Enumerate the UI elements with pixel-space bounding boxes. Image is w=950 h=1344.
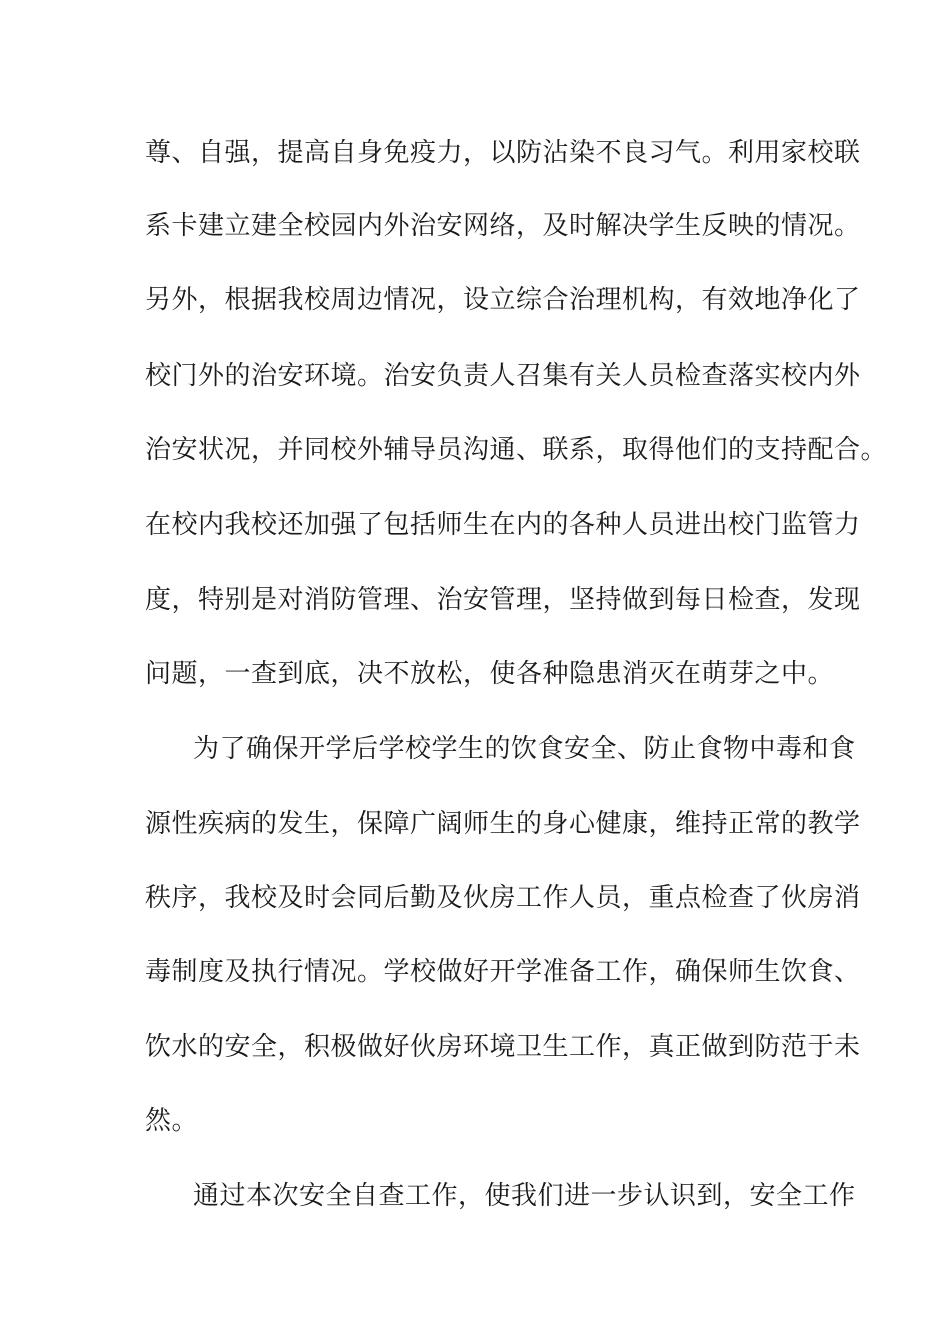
text-line: 问题，一查到底，决不放松，使各种隐患消灭在萌芽之中。: [145, 659, 835, 689]
text-line: 饮水的安全，积极做好伙房环境卫生工作，真正做到防范于未: [145, 1032, 861, 1062]
text-line: 治安状况，并同校外辅导员沟通、联系，取得他们的支持配合。: [145, 435, 888, 465]
text-line: 然。: [145, 1106, 199, 1136]
text-line: 毒制度及执行情况。学校做好开学准备工作，确保师生饮食、: [145, 957, 861, 987]
text-line: 秩序，我校及时会同后勤及伙房工作人员，重点检查了伙房消: [145, 883, 861, 913]
text-line: 源性疾病的发生，保障广阔师生的身心健康，维持正常的教学: [145, 809, 861, 839]
text-line: 在校内我校还加强了包括师生在内的各种人员进出校门监管力: [145, 510, 861, 540]
text-line: 系卡建立建全校园内外治安网络，及时解决学生反映的情况。: [145, 211, 861, 241]
paragraph-first-line: 通过本次安全自查工作，使我们进一步认识到，安全工作: [193, 1181, 856, 1211]
text-line: 度，特别是对消防管理、治安管理，坚持做到每日检查，发现: [145, 585, 861, 615]
paragraph-first-line: 为了确保开学后学校学生的饮食安全、防止食物中毒和食: [193, 734, 856, 764]
text-line: 尊、自强，提高自身免疫力，以防沾染不良习气。利用家校联: [145, 138, 861, 168]
text-line: 另外，根据我校周边情况，设立综合治理机构，有效地净化了: [145, 285, 861, 315]
text-line: 校门外的治安环境。治安负责人召集有关人员检查落实校内外: [145, 361, 861, 391]
